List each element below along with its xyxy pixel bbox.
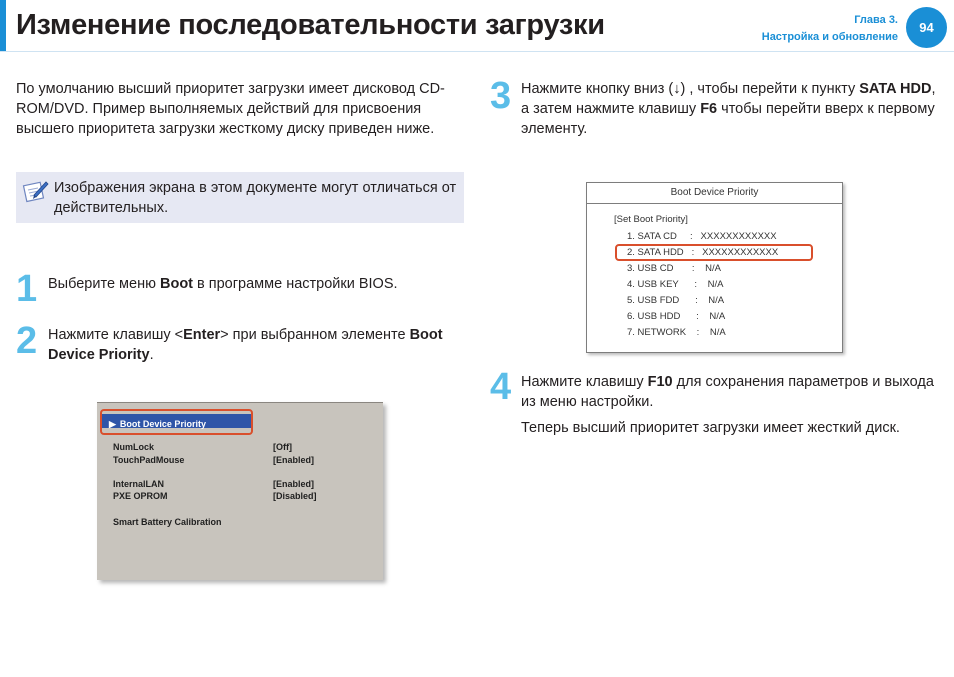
bios-item-key: TouchPadMouse (113, 455, 185, 465)
intro-paragraph: По умолчанию высший приоритет загрузки имеет дисковод CD-ROM/DVD. Пример выполняемых действий для присвоения высшего приоритета загрузки жесткому диску приведен ниже. (16, 81, 445, 137)
chapter-number: Глава 3. (854, 14, 898, 26)
bios-priority-item: 4. USB KEY : N/A (627, 279, 724, 290)
step-3-number: 3 (490, 75, 512, 117)
step-3-text: Нажмите кнопку вниз (↓) , чтобы перейти к пункту SATA HDD, а затем нажмите клавишу F6 чтобы перейти вверх к первому элементу. (521, 81, 936, 137)
highlight-sata-hdd (615, 244, 813, 261)
bios-top-border (97, 402, 383, 403)
chapter-label (762, 12, 898, 46)
note-pen-icon (22, 178, 50, 204)
bios-priority-section: [Set Boot Priority] (614, 214, 688, 225)
step-2-number: 2 (16, 320, 38, 362)
step-1-text: Выберите меню Boot в программе настройки BIOS. (48, 276, 398, 292)
bios-priority-item: 3. USB CD : N/A (627, 263, 721, 274)
bios-item-key: InternalLAN (113, 479, 165, 489)
bios-item-value: [Off] (273, 442, 292, 452)
bios-priority-item: 1. SATA CD : XXXXXXXXXXXX (627, 231, 777, 242)
chapter-section: Настройка и обновление (761, 31, 898, 43)
note-text: Изображения экрана в этом документе могут отличаться от действительных. (54, 180, 457, 216)
bios-priority-item: 2. SATA HDD : XXXXXXXXXXXX (627, 247, 779, 258)
bios-item-key: Smart Battery Calibration (113, 517, 222, 527)
bios-item-value: [Enabled] (273, 455, 315, 465)
highlight-boot-device-priority (100, 409, 253, 435)
step-1-number: 1 (16, 268, 38, 310)
bios-selected-label: Boot Device Priority (119, 419, 206, 429)
bios-priority-item: 5. USB FDD : N/A (627, 295, 725, 306)
bios-item-key: PXE OPROM (113, 491, 168, 501)
header-divider (0, 51, 954, 52)
step-4-result-text: Теперь высший приоритет загрузки имеет жесткий диск. (521, 420, 900, 436)
bios-selected-arrow-icon: ▶ (109, 419, 116, 429)
step-4-text: Нажмите клавишу F10 для сохранения параметров и выхода из меню настройки. (521, 374, 934, 410)
bios-item-value: [Disabled] (273, 491, 317, 501)
bios-priority-screenshot (586, 182, 843, 353)
header-accent-bar (0, 0, 6, 51)
bios-priority-item: 7. NETWORK : N/A (627, 327, 726, 338)
bios-priority-item: 6. USB HDD : N/A (627, 311, 726, 322)
bios-item-value: [Enabled] (273, 479, 315, 489)
page-number-badge: 94 (906, 7, 947, 48)
step-2-text: Нажмите клавишу <Enter> при выбранном элементе Boot Device Priority. (48, 327, 443, 363)
note-box (16, 172, 464, 223)
step-4-number: 4 (490, 366, 512, 408)
page-title: Изменение последовательности загрузки (16, 9, 605, 41)
bios-item-key: NumLock (113, 442, 155, 452)
bios-priority-title: Boot Device Priority (587, 183, 842, 204)
